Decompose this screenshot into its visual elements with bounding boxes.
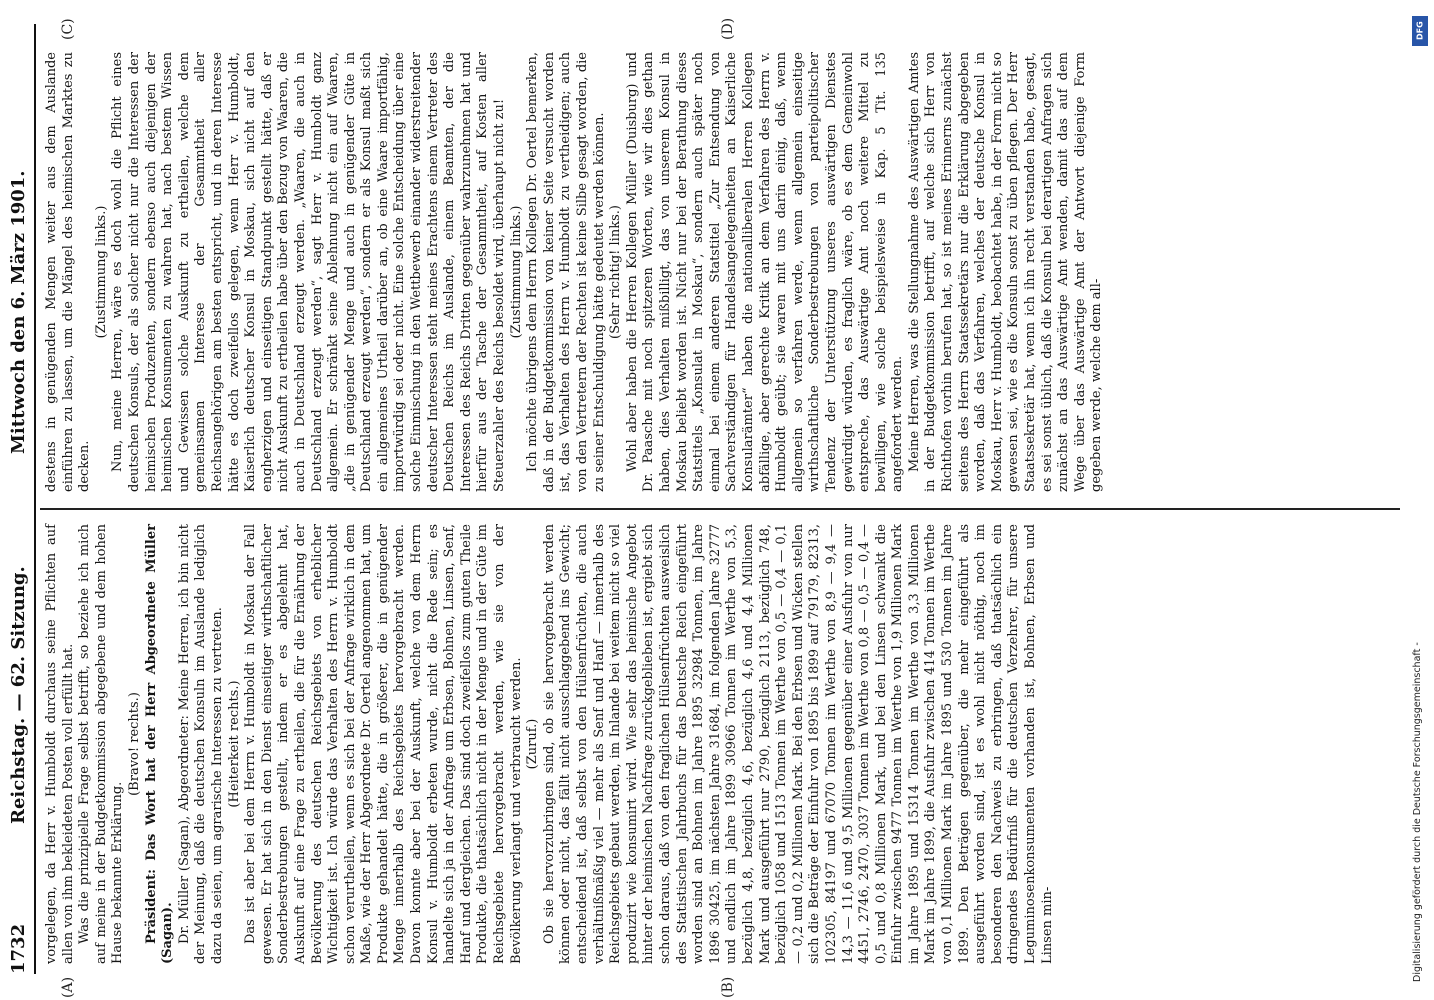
paragraph: Ob sie hervorzubringen sind, ob sie hervorgebracht werden können oder nicht, das fällt nicht ausschlaggebend ins Gewicht; entscheidend ist, daß selbst von den Hülsenfrüchten, die auch verhältnißmäßig viel — mehr als Senf und Hanf — innerhalb des Reichsgebiets gebaut werden, im Inlande bei weitem nicht so viel produzirt wie konsumirt wird. Wie sehr das heimische Angebot hinter der heimischen Nachfrage zurückgeblieben ist, ergiebt sich schon daraus, daß von den fraglichen Hülsenfrüchten ausweislich des Statistischen Jahrbuchs für das Deutsche Reich eingeführt worden sind an Bohnen im Jahre 1895 32984 Tonnen, im Jahre 1896 30425, im nächsten Jahre 31684, im folgenden Jahre 32777 und endlich im Jahre 1899 30966 Tonnen im Werthe von 5,3, bezüglich 4,8, bezüglich 4,6, bezüglich 4,6 und 4,4 Millionen Mark und ausgeführt nur 2790, bezüglich 2113, bezüglich 748, bezüglich 1058 und 1513 Tonnen im Werthe von 0,5 — 0,4 — 0,1 — 0,2 und 0,2 Millionen Mark. Bei den Erbsen und Wicken stellen sich die Beträge der Einfuhr von 1895 bis 1899 auf 79179, 82313, 102305, 84197 und 67070 Tonnen im Werthe von 8,9 — 9,4 — 14,3 — 11,6 und 9,5 Millionen gegenüber einer Ausfuhr von nur 4451, 2746, 2470, 3037 Tonnen im Werthe von 0,8 — 0,5 — 0,4 — 0,5 und 0,8 Millionen Mark, und bei den Linsen schwankt die Einfuhr zwischen 9477 Tonnen im Werthe von 1,9 Millionen Mark im Jahre 1895 und 15314 Tonnen im Werthe von 3,3 Millionen Mark im Jahre 1899, die Ausfuhr zwischen 414 Tonnen im Werthe von 0,1 Millionen Mark im Jahre 1895 und 530 Tonnen im Jahre 1899. Den Beträgen gegenüber, die mehr eingeführt als ausgeführt worden sind, ist es wohl nicht nöthig, noch im besonderen den Nachweis zu erbringen, daß thatsächlich ein dringendes Bedürfniß für die deutschen Verzehrer, für unsere Leguminosenkonsumenten vorhanden ist, Bohnen, Erbsen und Linsen min- (541, 524, 1055, 964)
interjection: (Bravo! rechts.) (126, 692, 142, 796)
page-number: 1732 (8, 923, 29, 974)
right-running-title: Mittwoch den 6. März 1901. (8, 170, 29, 454)
speaker-line: Präsident: Das Wort hat der Herr Abgeordnete Müller (Sagan). (143, 524, 176, 964)
paragraph: Dr. Müller (Sagan), Abgeordneter: Meine Herren, ich bin nicht der Meinung, daß die deutschen Konsuln im Auslande lediglich dazu da seien, um agrarische Interessen zu vertreten. (176, 524, 225, 964)
interjection: (Zustimmung links.) (508, 205, 524, 339)
paragraph: Das ist aber bei dem Herrn v. Humboldt in Moskau der Fall gewesen. Er hat sich in den Dienst einseitiger wirthschaftlicher Sonderbestrebungen gestellt, indem er es abgelehnt hat, Auskunft auf eine Frage zu ertheilen, die für die Ernährung der Bevölkerung des deutschen Reichsgebiets von erheblicher Wichtigkeit ist. Ich würde das Verhalten des Herrn v. Humboldt schon verurtheilen, wenn es sich bei der Anfrage wirklich in dem Maße, wie der Herr Abgeordnete Dr. Oertel angenommen hat, um Produkte gehandelt hätte, die in größerer, die in genügender Menge innerhalb des Reichsgebiets hervorgebracht werden. Davon konnte aber bei der Auskunft, welche von dem Herrn Konsul v. Humboldt erbeten wurde, nicht die Rede sein; es handelte sich ja in der Anfrage um Erbsen, Bohnen, Linsen, Senf, Hanf und dergleichen. Das sind doch zweifellos zum guten Theile Produkte, die thatsächlich nicht in der Menge und in der Güte im Reichsgebiete hervorgebracht werden, wie sie von der Bevölkerung verlangt und verbraucht werden. (243, 524, 524, 964)
digitization-text: Digitalisierung gefördert durch die Deutsche Forschungsgemeinschaft - (1412, 642, 1423, 982)
dfg-logo: DFG (1412, 16, 1428, 46)
margin-mark-d: (D) (720, 17, 736, 40)
margin-mark-c: (C) (60, 18, 76, 40)
right-column (44, 52, 1106, 492)
column-rule (40, 508, 1400, 510)
paragraph: Ich möchte übrigens dem Herrn Kollegen Dr. Oertel bemerken, daß in der Budgetkommission von keiner Seite versucht worden ist, das Verhalten des Herrn v. Humboldt zu vertheidigen; auch von den Vertretern der Rechten ist keine Silbe gesagt worden, die zu seiner Entschuldigung hätte gedeutet werden können. (525, 52, 607, 492)
paragraph: vorgelegen, da Herr v. Humboldt durchaus seine Pflichten auf allen von ihm bekleideten Posten voll erfüllt hat. (44, 524, 76, 964)
paragraph: Wohl aber haben die Herren Kollegen Müller (Duisburg) und Dr. Paasche mit noch spitzeren Worten, wie wir dies gethan haben, dies Verhalten mißbilligt, das von unserem Konsul in Moskau beliebt worden ist. Nicht nur bei der Berathung dieses Statstitels „Konsulat in Moskau“, sondern auch später noch einmal bei einem anderen Statstitel „Zur Entsendung von Sachverständigen für Handelsangelegenheiten an Kaiserliche Konsularämter“ haben die nationalliberalen Herren Kollegen abfällige, aber gerechte Kritik an dem Verfahren des Herrn v. Humboldt geübt; sie waren mit uns darin einig, daß, wenn allgemein so verfahren werde, wenn allgemein einseitige wirthschaftliche Sonderbestrebungen von parteipolitischer Tendenz der Unterstützung unseres auswärtigen Dienstes gewürdigt würden, es fraglich wäre, ob es dem Gemeinwohl entspreche, das Auswärtige Amt noch weitere Mittel zu bewilligen, wie solche beispielsweise in Kap. 5 Tit. 135 angefordert werden. (624, 52, 906, 492)
left-column (44, 524, 1056, 964)
margin-mark-a: (A) (60, 976, 76, 998)
interjection: (Sehr richtig! links.) (608, 205, 624, 339)
paragraph: Meine Herren, was die Stellungnahme des Auswärtigen Amtes in der Budgetkommission betrifft, auf welche sich Herr von Richthofen vorhin berufen hat, so ist meines Erinnerns zunächst seitens des Herrn Staatssekretärs nur die Erklärung abgegeben worden, daß das Verfahren, welches der deutsche Konsul in Moskau, Herr v. Humboldt, beobachtet habe, in der Form nicht so gewesen sei, wie es die Konsuln sonst zu üben pflegen. Der Herr Staatssekretär hat, wenn ich ihn recht verstanden habe, gesagt, es sei sonst üblich, daß die Konsuln bei derartigen Anfragen sich zunächst an das Auswärtige Amt wenden, damit das auf dem Wege über das Auswärtige Amt der Antwort diejenige Form gegeben werde, welche dem all- (906, 52, 1105, 492)
digitization-notice (1410, 8, 1432, 988)
interjection: (Zustimmung links.) (93, 205, 109, 339)
interjection: (Zuruf.) (525, 718, 541, 770)
margin-mark-b: (B) (720, 976, 736, 998)
paragraph: Nun, meine Herren, wäre es doch wohl die Pflicht eines deutschen Konsuls, der als solcher nicht nur die Interessen der heimischen Produzenten, sondern ebenso auch diejenigen der heimischen Konsumenten zu wahren hat, nach bestem Wissen und Gewissen solche Auskunft zu ertheilen, welche dem gemeinsamen Interesse der Gesammtheit aller Reichsangehörigen am besten entspricht, und in deren Interesse hätte es doch zweifellos gelegen, wenn Herr v. Humboldt, Kaiserlich deutscher Konsul in Moskau, sich nicht auf den engherzigen und einseitigen Standpunkt gestellt hätte, daß er nicht Auskunft zu ertheilen habe über den Bezug von Waaren, die auch in Deutschland erzeugt werden. „Waaren, die auch in Deutschland erzeugt werden“, sagt Herr v. Humboldt ganz allgemein. Er schränkt seine Ablehnung nicht ein auf Waaren, „die in genügender Menge und auch in genügender Güte in Deutschland erzeugt werden“, sondern er als Konsul maßt sich ein allgemeines Urtheil darüber an, ob eine Waare importfähig, importwürdig sei oder nicht. Eine solche Entscheidung über eine solche Einmischung in den Wettbewerb einander widerstreitender deutscher Interessen steht meines Erachtens einem Vertreter des Deutschen Reichs im Auslande, einem Beamten, der die Interessen des Reichs Dritten gegenüber wahrzunehmen hat und hierfür aus der Tasche der Gesammtheit, auf Kosten aller Steuerzahler des Reichs besoldet wird, überhaupt nicht zu! (110, 52, 508, 492)
paragraph: destens in genügenden Mengen weiter aus dem Auslande einführen zu lassen, um die Mängel des heimischen Marktes zu decken. (44, 52, 93, 492)
interjection: (Heiterkeit rechts.) (226, 680, 242, 808)
paragraph: Was die prinzipielle Frage selbst betrifft, so beziehe ich mich auf meine in der Budgetkommission abgegebene und dem hohen Hause bekannte Erklärung. (77, 524, 126, 964)
header-rule (34, 24, 36, 974)
left-running-title: Reichstag. — 62. Sitzung. (8, 566, 29, 824)
